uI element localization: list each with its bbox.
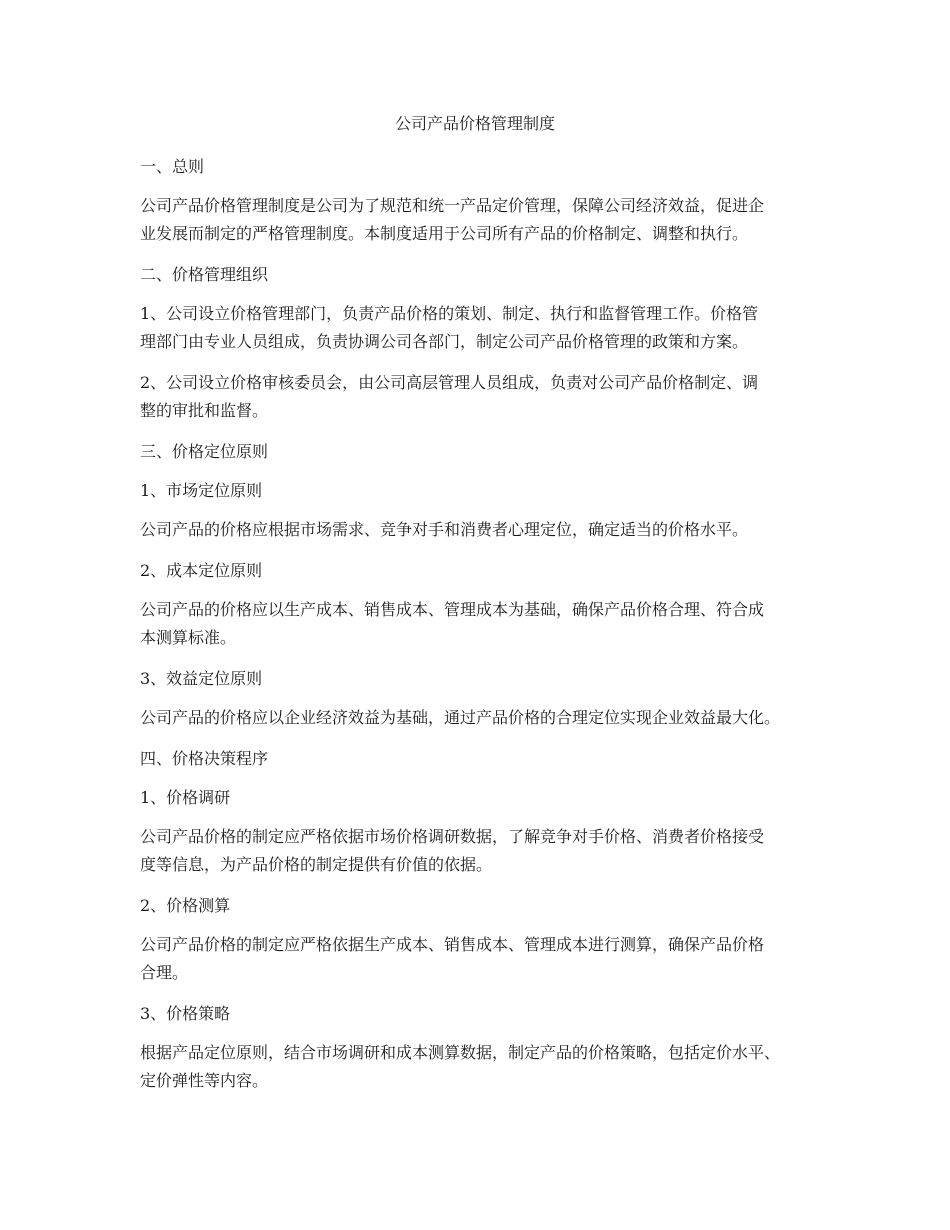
subheading-price-calculation: 2、价格测算 (140, 896, 231, 915)
section-heading-general: 一、总则 (140, 157, 205, 176)
paragraph-cost-positioning: 公司产品的价格应以生产成本、销售成本、管理成本为基础，确保产品价格合理、符合成 本测算标准。 (140, 600, 765, 647)
paragraph-organization-2: 2、公司设立价格审核委员会，由公司高层管理人员组成，负责对公司产品价格制定、调 整的审批和监督。 (140, 373, 759, 420)
subheading-market-positioning: 1、市场定位原则 (140, 481, 263, 500)
section-heading-decision: 四、价格决策程序 (140, 749, 269, 768)
subheading-cost-positioning: 2、成本定位原则 (140, 561, 263, 580)
paragraph-price-calculation: 公司产品价格的制定应严格依据生产成本、销售成本、管理成本进行测算，确保产品价格 合理。 (140, 935, 765, 982)
subheading-price-strategy: 3、价格策略 (140, 1004, 231, 1023)
paragraph-price-strategy: 根据产品定位原则，结合市场调研和成本测算数据，制定产品的价格策略，包括定价水平、 定价弹性等内容。 (140, 1043, 781, 1090)
paragraph-market-positioning: 公司产品的价格应根据市场需求、竞争对手和消费者心理定位，确定适当的价格水平。 (140, 520, 749, 539)
document-title: 公司产品价格管理制度 (394, 114, 555, 133)
subheading-benefit-positioning: 3、效益定位原则 (140, 669, 263, 688)
section-heading-positioning: 三、价格定位原则 (140, 442, 269, 461)
paragraph-price-research: 公司产品价格的制定应严格依据市场价格调研数据，了解竞争对手价格、消费者价格接受 度等信息，为产品价格的制定提供有价值的依据。 (140, 827, 765, 874)
paragraph-organization-1: 1、公司设立价格管理部门，负责产品价格的策划、制定、执行和监督管理工作。价格管 理部门由专业人员组成，负责协调公司各部门，制定公司产品价格管理的政策和方案。 (140, 304, 759, 351)
subheading-price-research: 1、价格调研 (140, 788, 231, 807)
paragraph-general: 公司产品价格管理制度是公司为了规范和统一产品定价管理，保障公司经济效益，促进企 业发展而制定的严格管理制度。本制度适用于公司所有产品的价格制定、调整和执行。 (140, 196, 765, 243)
paragraph-benefit-positioning: 公司产品的价格应以企业经济效益为基础，通过产品价格的合理定位实现企业效益最大化。 (140, 708, 781, 727)
section-heading-organization: 二、价格管理组织 (140, 265, 269, 284)
